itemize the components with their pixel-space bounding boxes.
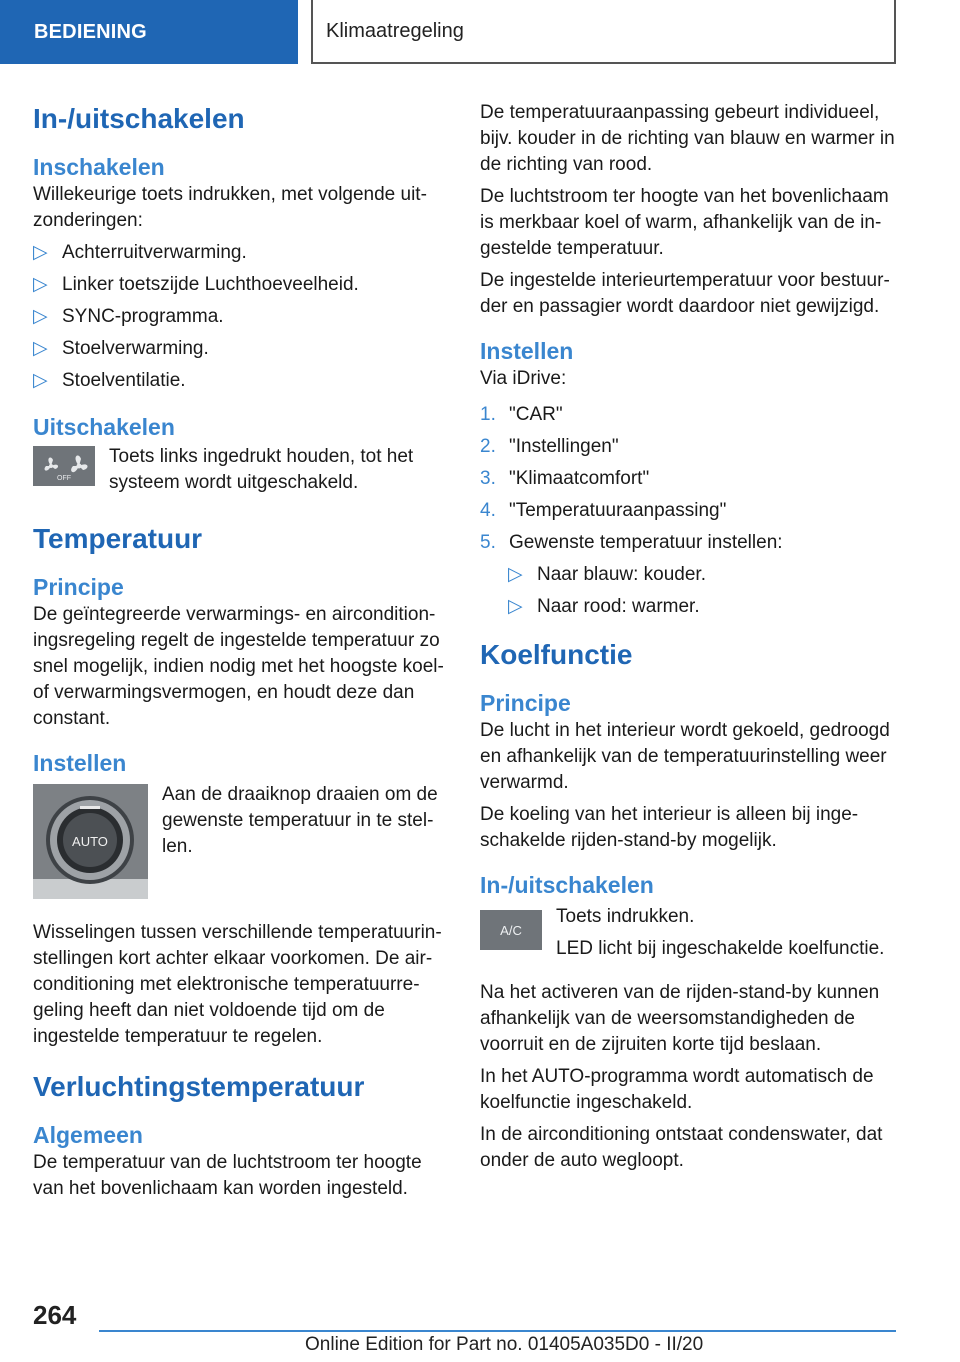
heading-principle: Principe <box>33 574 124 600</box>
switch-text: Wisselingen tussen verschillende temperatuurin-stellingen kort achter elkaar voorkomen. De air-conditioning met elektronische temperatuurre-geling heeft dan niet voldoende tijd om de ingestelde temperatuur te regelen. <box>33 922 442 1047</box>
step-number: 5. <box>480 532 496 553</box>
on-exceptions-list <box>33 240 451 394</box>
step-number: 3. <box>480 468 496 489</box>
para-airflow: De luchtstroom ter hoogte van het bovenlichaam is merkbaar koel of warm, afhankelijk van de in-gestelde temperatuur. <box>480 186 889 259</box>
step-number: 1. <box>480 404 496 425</box>
set-text: Aan de draaiknop draaien om de gewenste temperatuur in te stel-len. <box>162 784 438 857</box>
fan-off-button-icon <box>33 446 95 491</box>
heading-temperature: Temperatuur <box>33 523 203 554</box>
list-item <box>480 434 898 460</box>
footer-divider <box>99 1330 896 1332</box>
list-item <box>480 466 898 492</box>
heading-cooling: Koelfunctie <box>480 639 633 670</box>
list-item <box>508 594 898 620</box>
list-item-text: Stoelverwarming. <box>62 338 209 359</box>
ac-button-icon <box>480 910 542 955</box>
ac-text-2: LED licht bij ingeschakelde koelfunctie. <box>556 938 885 959</box>
para-interior: De ingestelde interieurtemperatuur voor bestuur-der en passagier wordt daardoor niet gewijzigd. <box>480 270 890 317</box>
list-item-text: Stoelventilatie. <box>62 370 186 391</box>
para-fog: Na het activeren van de rijden-stand-by kunnen afhankelijk van de weersomstandigheden de voorruit en de zijruiten korte tijd beslaan. <box>480 982 880 1055</box>
step-number: 2. <box>480 436 496 457</box>
list-item <box>480 402 898 428</box>
list-item <box>33 304 451 330</box>
header-section: BEDIENING <box>0 0 298 64</box>
step-text: "Klimaatcomfort" <box>509 468 650 489</box>
para-condensate: In de airconditioning ontstaat condenswater, dat onder de auto wegloopt. <box>480 1124 883 1171</box>
list-item <box>33 368 451 394</box>
header-chapter <box>311 0 896 64</box>
list-item <box>33 336 451 362</box>
heading-on: Inschakelen <box>33 154 165 180</box>
ac-text-1: Toets indrukken. <box>556 906 695 927</box>
left-column <box>33 100 451 1208</box>
list-item <box>508 562 898 588</box>
off-icon-label: OFF <box>57 475 71 482</box>
heading-ventilation: Verluchtingstemperatuur <box>33 1071 365 1102</box>
list-item-text: Achterruitverwarming. <box>62 242 247 263</box>
para-auto: In het AUTO-programma wordt automatisch de koelfunctie ingeschakeld. <box>480 1066 874 1113</box>
heading-onoff-right: In-/uitschakelen <box>480 872 654 898</box>
ac-label: A/C <box>500 923 522 938</box>
triangle-bullet-icon: ▷ <box>33 306 48 327</box>
triangle-bullet-icon: ▷ <box>508 564 523 585</box>
via-idrive: Via iDrive: <box>480 368 567 389</box>
knob-label: AUTO <box>72 834 108 849</box>
chapter-title: Klimaatregeling <box>326 19 464 42</box>
list-item <box>480 498 898 524</box>
principle-text: De geïntegreerde verwarmings- en aircondition-ingsregeling regelt de ingestelde temperatuur zo snel mogelijk, indien nodig met het hoogste koel- of verwarmingsvermogen, en houdt deze dan constant. <box>33 604 444 729</box>
substep-text: Naar rood: warmer. <box>537 596 700 617</box>
cool-text-1: De lucht in het interieur wordt gekoeld, gedroogd en afhankelijk van de temperatuurinstelling weer verwarmd. <box>480 720 890 793</box>
off-text: Toets links ingedrukt houden, tot het systeem wordt uitgeschakeld. <box>109 446 414 493</box>
temperature-knob-icon <box>33 784 148 904</box>
list-item-text: SYNC-programma. <box>62 306 224 327</box>
step-text: "Temperatuuraanpassing" <box>509 500 727 521</box>
right-column <box>480 100 898 1180</box>
list-item-text: Linker toetszijde Luchthoeveelheid. <box>62 274 359 295</box>
triangle-bullet-icon: ▷ <box>33 370 48 391</box>
on-text: Willekeurige toets indrukken, met volgende uit-zonderingen: <box>33 184 427 231</box>
triangle-bullet-icon: ▷ <box>33 338 48 359</box>
triangle-bullet-icon: ▷ <box>508 596 523 617</box>
heading-general: Algemeen <box>33 1122 143 1148</box>
steps-list <box>480 402 898 620</box>
heading-onoff: In-/uitschakelen <box>33 103 245 134</box>
list-item <box>480 530 898 556</box>
general-text: De temperatuur van de luchtstroom ter hoogte van het bovenlichaam kan worden ingesteld. <box>33 1152 422 1199</box>
footer-edition: Online Edition for Part no. 01405A035D0 - II/20 <box>305 1334 704 1355</box>
step-text: "Instellingen" <box>509 436 619 457</box>
heading-set: Instellen <box>33 750 127 776</box>
substep-text: Naar blauw: kouder. <box>537 564 706 585</box>
triangle-bullet-icon: ▷ <box>33 274 48 295</box>
cool-text-2: De koeling van het interieur is alleen bij inge-schakelde rijden-stand-by mogelijk. <box>480 804 859 851</box>
triangle-bullet-icon: ▷ <box>33 242 48 263</box>
page-number: 264 <box>33 1300 77 1330</box>
step-text: "CAR" <box>509 404 563 425</box>
heading-off: Uitschakelen <box>33 414 175 440</box>
list-item <box>33 272 451 298</box>
step-text: Gewenste temperatuur instellen: <box>509 532 783 553</box>
step-number: 4. <box>480 500 496 521</box>
para-adjust: De temperatuuraanpassing gebeurt individueel, bijv. kouder in de richting van blauw en warmer in de richting van rood. <box>480 102 895 175</box>
heading-principle-right: Principe <box>480 690 571 716</box>
list-item <box>33 240 451 266</box>
heading-set-right: Instellen <box>480 338 574 364</box>
